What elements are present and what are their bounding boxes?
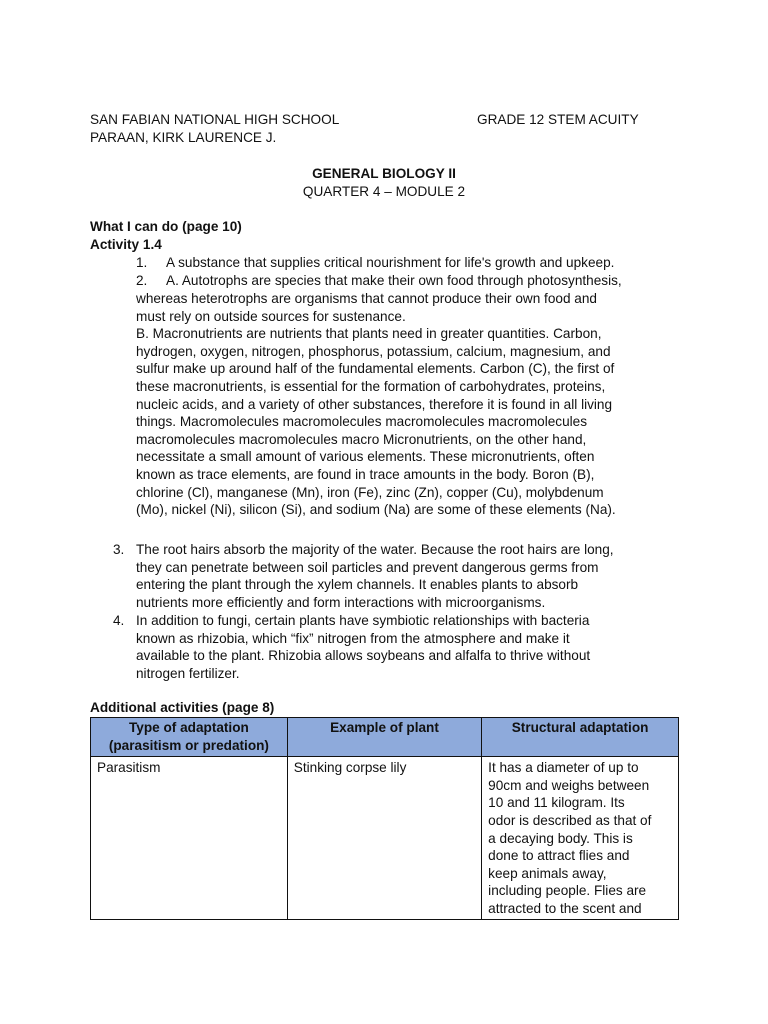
list-number: 3. bbox=[113, 542, 125, 557]
column-header-line: (parasitism or predation) bbox=[108, 737, 269, 753]
list-item-line: necessitate a small amount of various elements. These micronutrients, often bbox=[136, 449, 595, 465]
list-number: 4. bbox=[113, 613, 125, 628]
column-header-line: Type of adaptation bbox=[128, 720, 249, 735]
section-heading-additional-activities: Additional activities (page 8) bbox=[90, 700, 275, 715]
list-item-line: B. Macronutrients are nutrients that plants need in greater quantities. Carbon, bbox=[136, 326, 602, 342]
cell-line: It has a diameter of up to bbox=[488, 760, 639, 776]
cell-line: keep animals away, bbox=[488, 865, 607, 881]
list-item-line: In addition to fungi, certain plants have symbiotic relationships with bacteria bbox=[136, 613, 590, 628]
activity-heading: Activity 1.4 bbox=[90, 237, 162, 252]
list-item bbox=[136, 541, 614, 611]
list-item-line: they can penetrate between soil particles and prevent dangerous germs from bbox=[136, 559, 599, 575]
table-cell-type: Parasitism bbox=[91, 757, 288, 920]
list-item-line: these macronutrients, is essential for the formation of carbohydrates, proteins, bbox=[136, 378, 606, 394]
cell-line: including people. Flies are bbox=[488, 883, 647, 899]
column-header-type bbox=[91, 718, 288, 757]
cell-line: attracted to the scent and bbox=[488, 900, 642, 916]
column-header-line: Example of plant bbox=[330, 720, 439, 735]
school-name: SAN FABIAN NATIONAL HIGH SCHOOL bbox=[90, 112, 340, 127]
list-item bbox=[166, 254, 614, 272]
list-item-line: things. Macromolecules macromolecules macromolecules macromolecules bbox=[136, 414, 588, 430]
list-item-line: known as rhizobia, which “fix” nitrogen from the atmosphere and make it bbox=[136, 630, 570, 646]
table-cell-example: Stinking corpse lily bbox=[287, 757, 481, 920]
list-item-body bbox=[136, 290, 616, 519]
list-item-line: The root hairs absorb the majority of the water. Because the root hairs are long, bbox=[136, 542, 614, 557]
cell-line: a decaying body. This is bbox=[488, 830, 633, 846]
column-header-structural bbox=[482, 718, 679, 757]
list-item-line: A substance that supplies critical nourishment for life's growth and upkeep. bbox=[166, 255, 615, 270]
list-item-line: entering the plant through the xylem channels. It enables plants to absorb bbox=[136, 577, 579, 593]
section-heading-what-i-can-do: What I can do (page 10) bbox=[90, 219, 242, 234]
list-item-line: nutrients more efficiently and form interactions with microorganisms. bbox=[136, 594, 546, 610]
cell-line: done to attract flies and bbox=[488, 848, 630, 864]
list-item-line: whereas heterotrophs are organisms that cannot produce their own food and bbox=[136, 291, 597, 306]
list-item-line: macromolecules macromolecules macro Micronutrients, on the other hand, bbox=[136, 431, 587, 447]
column-header-example bbox=[287, 718, 481, 757]
student-name: PARAAN, KIRK LAURENCE J. bbox=[90, 130, 277, 145]
list-item-line: (Mo), nickel (Ni), silicon (Si), and sodium (Na) are some of these elements (Na). bbox=[136, 502, 616, 518]
table-row bbox=[91, 757, 679, 920]
subject-title: GENERAL BIOLOGY II bbox=[312, 166, 456, 181]
list-number: 1. bbox=[136, 255, 148, 270]
list-item bbox=[136, 612, 590, 682]
list-item-line: known as trace elements, are found in trace amounts in the body. Boron (B), bbox=[136, 466, 595, 482]
list-item-line: hydrogen, oxygen, nitrogen, phosphorus, potassium, calcium, magnesium, and bbox=[136, 343, 611, 359]
list-item-first-line: A. Autotrophs are species that make their own food through photosynthesis, bbox=[166, 273, 622, 288]
list-item-line: nucleic acids, and a variety of other substances, therefore it is found in all living bbox=[136, 396, 613, 412]
cell-line: odor is described as that of bbox=[488, 812, 652, 828]
cell-line: 10 and 11 kilogram. Its bbox=[488, 795, 625, 811]
cell-line: 90cm and weighs between bbox=[488, 777, 650, 793]
column-header-line: Structural adaptation bbox=[511, 720, 649, 735]
list-item-line: must rely on outside sources for sustenance. bbox=[136, 308, 406, 324]
adaptation-table bbox=[90, 717, 679, 920]
table-header-row bbox=[91, 718, 679, 757]
grade-section: GRADE 12 STEM ACUITY bbox=[477, 112, 639, 127]
table-cell-structural bbox=[482, 757, 679, 920]
list-item-line: nitrogen fertilizer. bbox=[136, 665, 240, 681]
list-item-line: chlorine (Cl), manganese (Mn), iron (Fe), zinc (Zn), copper (Cu), molybdenum bbox=[136, 484, 604, 500]
module-title: QUARTER 4 – MODULE 2 bbox=[302, 184, 466, 199]
list-item-line: sulfur make up around half of the fundamental elements. Carbon (C), the first of bbox=[136, 361, 615, 377]
list-item-line: available to the plant. Rhizobia allows soybeans and alfalfa to thrive without bbox=[136, 648, 591, 664]
list-number: 2. bbox=[136, 273, 148, 288]
